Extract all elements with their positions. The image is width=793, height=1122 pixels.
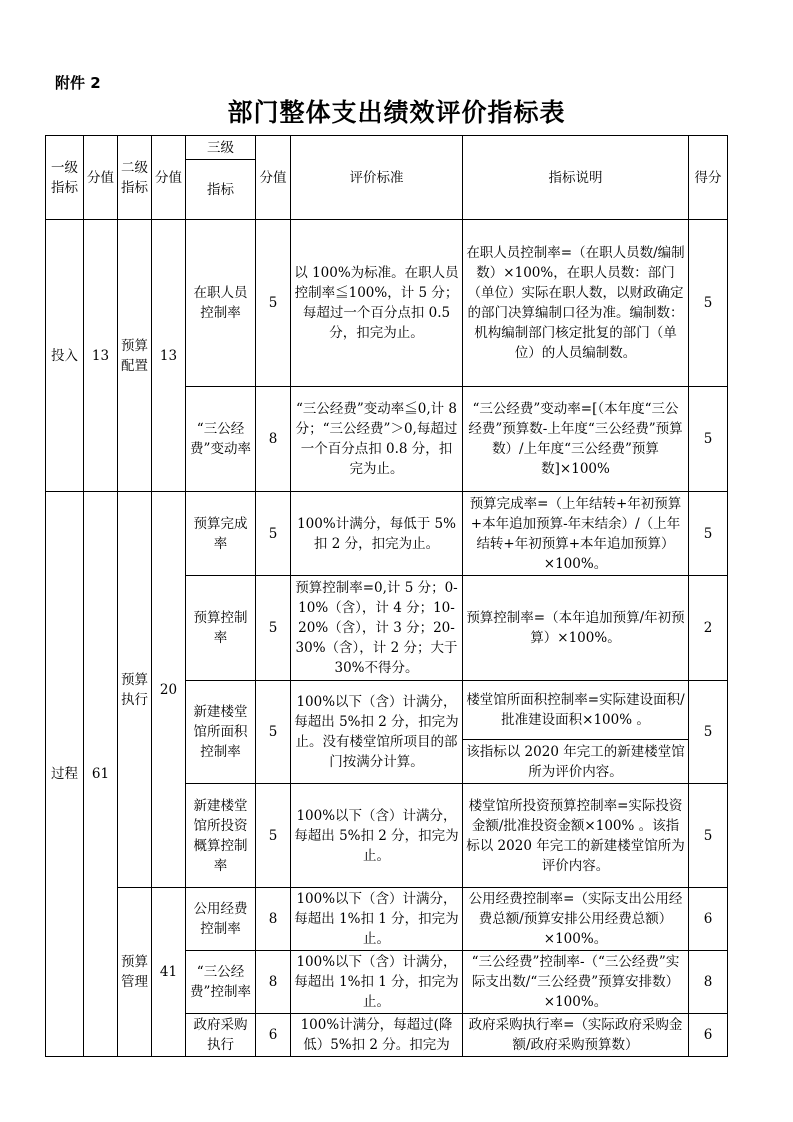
indicator-score: 5 [256,492,291,576]
indicator-description: 公用经费控制率=（实际支出公用经费总额/预算安排公用经费总额）×100%。 [463,888,689,951]
level2-name: 预算配置 [118,220,152,492]
evaluation-standard: 100%以下（含）计满分，每超出 5%扣 2 分，扣完为止。没有楼堂馆所项目的部门按满分计算。 [291,681,463,784]
result-score: 8 [689,951,728,1014]
indicator-score: 6 [256,1014,291,1057]
result-score: 5 [689,220,728,387]
indicator-description: 楼堂馆所投资预算控制率=实际投资金额/批准投资金额×100% 。该指标以 2020 年完工的新建楼堂馆所为评价内容。 [463,784,689,888]
result-score: 5 [689,387,728,492]
result-score: 2 [689,576,728,681]
indicator-description [463,681,689,784]
level1-score: 13 [84,220,118,492]
evaluation-standard: 100%计满分，每超过(降低）5%扣 2 分。扣完为 [291,1014,463,1057]
evaluation-standard: 预算控制率=0,计 5 分；0-10%（含），计 4 分；10-20%（含），计 3 分；20-30%（含），计 2 分；大于 30%不得分。 [291,576,463,681]
header-result: 得分 [689,136,728,220]
indicator-score: 8 [256,387,291,492]
header-score1: 分值 [84,136,118,220]
indicator-score: 5 [256,681,291,784]
evaluation-standard: 100%以下（含）计满分，每超出 5%扣 2 分，扣完为止。 [291,784,463,888]
indicator-name: 政府采购执行 [186,1014,256,1057]
header-level3: 三级 [186,136,256,160]
level2-score: 20 [152,492,186,888]
header-indicator: 指标 [186,160,256,220]
evaluation-standard: 100%以下（含）计满分，每超出 1%扣 1 分，扣完为止。 [291,951,463,1014]
level1-score: 61 [84,492,118,1057]
level2-score: 13 [152,220,186,492]
indicator-description: 政府采购执行率=（实际政府采购金额/政府采购预算数） [463,1014,689,1057]
level2-name: 预算执行 [118,492,152,888]
description-formula: 楼堂馆所面积控制率=实际建设面积/批准建设面积×100% 。 [463,681,688,740]
evaluation-standard: 100%计满分，每低于 5%扣 2 分，扣完为止。 [291,492,463,576]
indicator-name: 公用经费控制率 [186,888,256,951]
table-row [46,220,728,387]
table-row [46,888,728,951]
indicator-name: 预算完成率 [186,492,256,576]
indicator-name: 预算控制率 [186,576,256,681]
level2-name: 预算管理 [118,888,152,1057]
indicator-name: 新建楼堂馆所投资概算控制率 [186,784,256,888]
header-standard: 评价标准 [291,136,463,220]
indicator-description: “三公经费”变动率=[（本年度“三公经费”预算数-上年度“三公经费”预算数）/上年度“三公经费”预算数]×100% [463,387,689,492]
evaluation-standard: “三公经费”变动率≦0,计 8 分；“三公经费”＞0,每超过一个百分点扣 0.8 分，扣完为止。 [291,387,463,492]
indicator-score: 8 [256,888,291,951]
indicator-name: “三公经费”变动率 [186,387,256,492]
indicator-description: “三公经费”控制率-（“三公经费”实际支出数/“三公经费”预算安排数）×100%。 [463,951,689,1014]
indicator-description: 在职人员控制率=（在职人员数/编制数）×100%，在职人员数：部门（单位）实际在职人数，以财政确定的部门决算编制口径为准。编制数：机构编制部门核定批复的部门（单位）的人员编制数。 [463,220,689,387]
level1-name: 投入 [46,220,84,492]
indicator-score: 8 [256,951,291,1014]
header-level1: 一级指标 [46,136,84,220]
result-score: 6 [689,1014,728,1057]
attachment-label: 附件 2 [55,74,101,92]
result-score: 5 [689,681,728,784]
header-row [46,136,728,160]
evaluation-standard: 以 100%为标准。在职人员控制率≦100%，计 5 分；每超过一个百分点扣 0.5 分，扣完为止。 [291,220,463,387]
header-score3: 分值 [256,136,291,220]
indicator-score: 5 [256,576,291,681]
description-scope: 该指标以 2020 年完工的新建楼堂馆所为评价内容。 [466,743,685,780]
header-level2: 二级指标 [118,136,152,220]
indicator-score: 5 [256,784,291,888]
evaluation-indicator-table [45,135,728,1057]
header-score2: 分值 [152,136,186,220]
indicator-name: “三公经费”控制率 [186,951,256,1014]
level2-score: 41 [152,888,186,1057]
indicator-description: 预算控制率=（本年追加预算/年初预算）×100%。 [463,576,689,681]
header-description: 指标说明 [463,136,689,220]
indicator-name: 新建楼堂馆所面积控制率 [186,681,256,784]
level1-name: 过程 [46,492,84,1057]
document-title: 部门整体支出绩效评价指标表 [227,98,566,127]
evaluation-standard: 100%以下（含）计满分，每超出 1%扣 1 分，扣完为止。 [291,888,463,951]
result-score: 5 [689,492,728,576]
indicator-score: 5 [256,220,291,387]
indicator-name: 在职人员控制率 [186,220,256,387]
indicator-description: 预算完成率=（上年结转+年初预算+本年追加预算-年末结余）/（上年结转+年初预算+本年追加预算）×100%。 [463,492,689,576]
result-score: 5 [689,784,728,888]
table-row [46,492,728,576]
result-score: 6 [689,888,728,951]
